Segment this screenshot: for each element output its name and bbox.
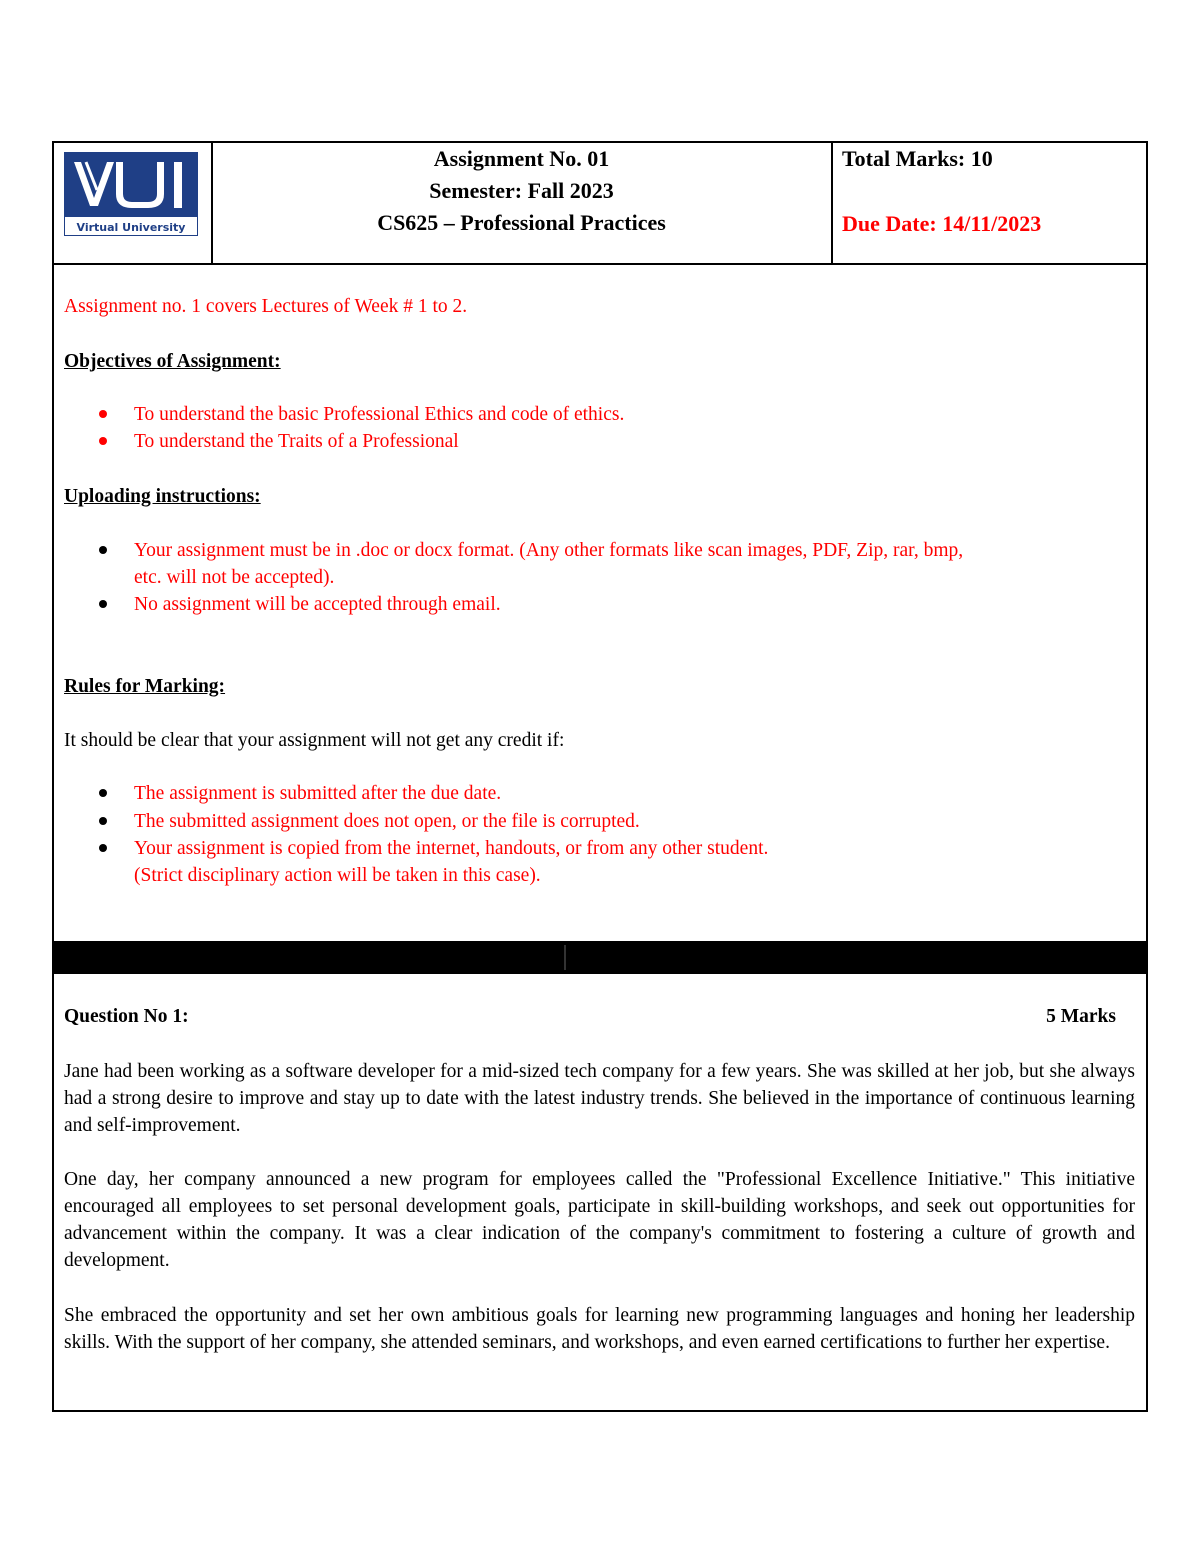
- question-paragraph: One day, her company announced a new program for employees called the "Professional Excellence Initiative." This initiative encouraged all employees to set personal development goals, participate in skill-building workshops, and seek out opportunities for advancement within the company. It was a clear indication of the company's commitment to fostering a culture of growth and development.: [64, 1169, 1135, 1271]
- section-separator-bar: [53, 941, 1147, 974]
- due-date-value: 14/11/2023: [942, 211, 1042, 236]
- border-left: [52, 141, 54, 1412]
- logo-caption: Virtual University: [76, 221, 186, 234]
- uploading-item: Your assignment must be in .doc or docx format. (Any other formats like scan images, PDF, Zip, rar, bmp,: [134, 540, 964, 561]
- uploading-heading: Uploading instructions:: [64, 486, 261, 507]
- header-col2-divider: [831, 141, 833, 265]
- header-divider: [52, 263, 1148, 265]
- marking-item-continued: (Strict disciplinary action will be taken in this case).: [134, 865, 541, 886]
- question-title: Question No 1:: [64, 1006, 189, 1027]
- marking-item: The assignment is submitted after the due date.: [134, 783, 502, 804]
- bullet-icon: [99, 410, 107, 418]
- total-marks: Total Marks: 10: [842, 146, 993, 171]
- course-title: CS625 – Professional Practices: [377, 210, 666, 235]
- marking-heading: Rules for Marking:: [64, 676, 226, 697]
- due-date: [842, 208, 1041, 240]
- bullet-icon: [99, 437, 107, 445]
- objective-item: To understand the basic Professional Ethics and code of ethics.: [134, 404, 625, 425]
- marking-intro: It should be clear that your assignment will not get any credit if:: [64, 730, 565, 751]
- border-right: [1146, 141, 1148, 1412]
- bullet-icon: [99, 546, 107, 554]
- uploading-item-continued: etc. will not be accepted).: [134, 567, 335, 588]
- bullet-icon: [99, 789, 107, 797]
- objective-item: To understand the Traits of a Professional: [134, 431, 459, 452]
- marking-item: The submitted assignment does not open, or the file is corrupted.: [134, 811, 640, 832]
- border-bottom: [52, 1410, 1148, 1412]
- bullet-icon: [99, 817, 107, 825]
- intro-text: Assignment no. 1 covers Lectures of Week # 1 to 2.: [64, 296, 468, 317]
- bullet-icon: [99, 844, 107, 852]
- uploading-item: No assignment will be accepted through email.: [134, 594, 501, 615]
- bullet-icon: [99, 600, 107, 608]
- header-title-block: [212, 143, 831, 239]
- due-date-label: Due Date:: [842, 211, 937, 236]
- assignment-number: Assignment No. 01: [433, 146, 610, 171]
- separator-divider: [564, 945, 566, 970]
- objectives-heading: Objectives of Assignment:: [64, 351, 281, 372]
- question-paragraph: Jane had been working as a software developer for a mid-sized tech company for a few years. She was skilled at her job, but she always had a strong desire to improve and stay up to date with the latest industry trends. She believed in the importance of continuous learning and self-improvement.: [64, 1061, 1135, 1136]
- question-marks: 5 Marks: [1046, 1006, 1116, 1027]
- question-paragraph: She embraced the opportunity and set her own ambitious goals for learning new programming languages and honing her leadership skills. With the support of her company, she attended seminars, and workshops, and even earned certifications to further her expertise.: [64, 1305, 1135, 1353]
- vu-logo: [64, 152, 198, 236]
- semester: Semester: Fall 2023: [429, 178, 614, 203]
- marking-item: Your assignment is copied from the internet, handouts, or from any other student.: [134, 838, 769, 859]
